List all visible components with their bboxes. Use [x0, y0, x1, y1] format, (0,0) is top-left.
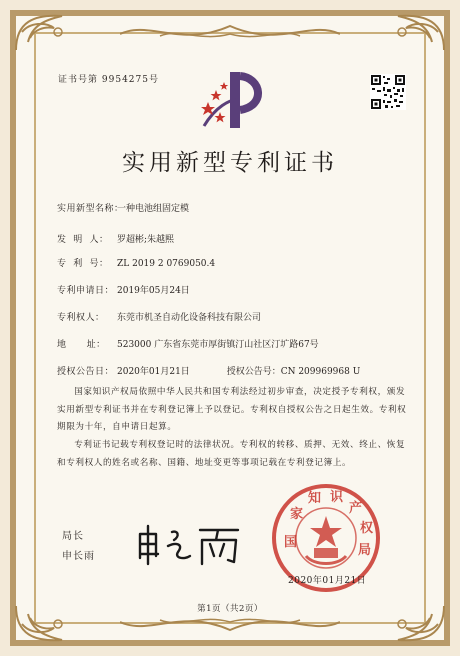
signature-title: 局长	[62, 531, 84, 542]
field-value: 2019年05月24日	[117, 286, 190, 296]
qr-code-icon	[370, 74, 406, 110]
field-label: 专利权人：	[57, 313, 105, 323]
field-value: 罗超彬;朱越熙	[117, 235, 175, 245]
ornament-corner-icon	[376, 12, 446, 52]
field-value: 一种电池组固定模	[117, 204, 190, 214]
certificate-number	[58, 72, 159, 85]
field-row-announcement	[57, 364, 360, 377]
certificate-title: 实用新型专利证书	[122, 150, 338, 176]
ornament-top-icon	[120, 20, 340, 48]
field-label: 授权公告日：	[57, 367, 115, 377]
field-row-filing-date	[57, 283, 190, 296]
announcement-number-label: 授权公告号：	[226, 367, 281, 377]
field-value: 523000 广东省东莞市厚街镇汀山社区汀圹路67号	[117, 340, 319, 350]
field-value: ZL 2019 2 0769050.4	[117, 259, 216, 269]
field-label: 专 利 号：	[57, 259, 109, 269]
svg-text:国: 国	[284, 535, 298, 550]
body-paragraph: 国家知识产权局依照中华人民共和国专利法经过初步审查，决定授予专利权，颁发实用新型专利证书并在专利登记簿上予以登记。专利权自授权公告之日起生效。专利权期限为十年，自申请日起算。	[57, 387, 407, 432]
seal-date: 2020年01月21日	[288, 576, 367, 586]
page-number: 第1页（共2页）	[197, 604, 263, 614]
field-label: 实用新型名称：	[57, 204, 124, 214]
patent-office-emblem-icon	[196, 66, 268, 136]
svg-text:知: 知	[308, 491, 322, 506]
field-label: 地 址：	[57, 340, 106, 350]
body-paragraph: 专利证书记载专利权登记时的法律状况。专利权的转移、质押、无效、终止、恢复和专利权人的姓名或名称、国籍、地址变更等事项记载在专利登记簿上。	[57, 440, 406, 468]
field-value: 东莞市机圣自动化设备科技有限公司	[117, 313, 262, 323]
field-row-address	[57, 337, 319, 350]
svg-text:家: 家	[290, 507, 304, 522]
field-row-patent-number	[57, 256, 215, 269]
announcement-date: 2020年01月21日	[117, 367, 190, 377]
svg-text:产: 产	[349, 501, 363, 516]
field-label: 专利申请日：	[57, 286, 115, 296]
handwritten-signature-icon	[134, 522, 254, 568]
field-row-patentee	[57, 310, 261, 323]
field-label: 发 明 人：	[57, 235, 109, 245]
announcement-number: CN 209969968 U	[280, 367, 361, 377]
svg-text:局: 局	[358, 543, 372, 558]
field-row-utility-model-name	[57, 201, 189, 214]
ornament-corner-icon	[14, 12, 84, 52]
svg-text:识: 识	[330, 490, 344, 505]
certificate-number-label: 证书号第	[58, 75, 99, 85]
svg-text:权: 权	[360, 521, 374, 536]
field-row-inventor	[57, 232, 174, 245]
signature-name: 申长雨	[62, 551, 95, 562]
certificate-number-value: 9954275号	[101, 75, 159, 85]
